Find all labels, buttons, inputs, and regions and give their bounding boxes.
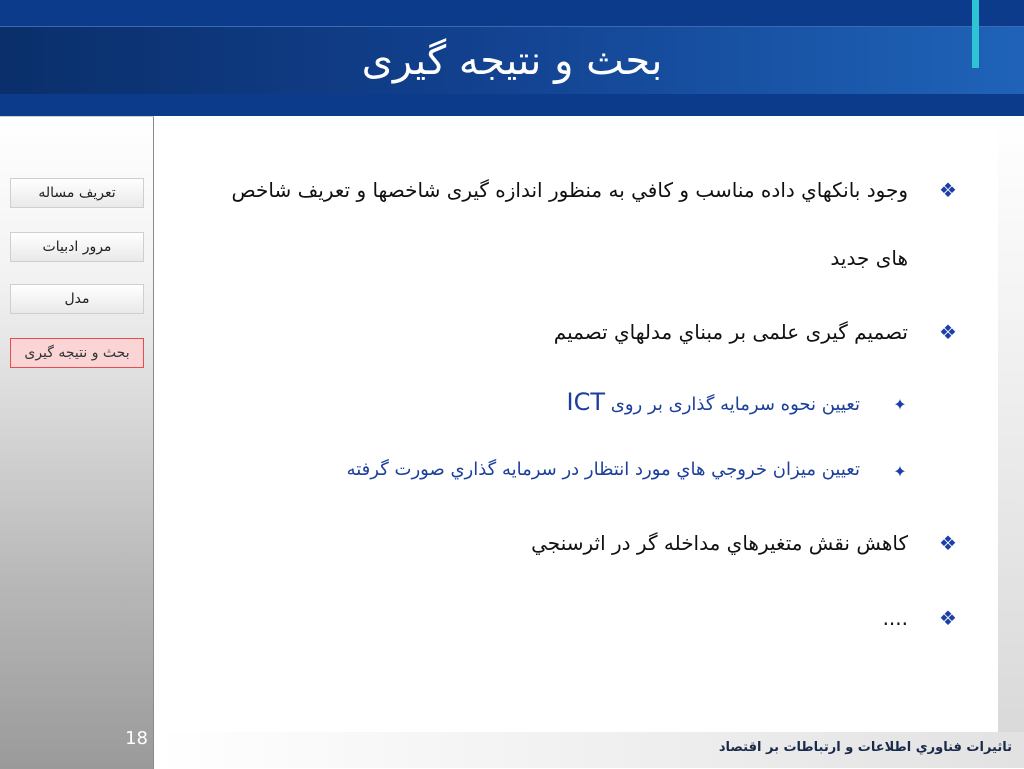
sub-bullet-text: تعيين ميزان خروجي هاي مورد انتظار در سرمايه گذاري صورت گرفته	[346, 459, 860, 480]
bullet-text: ....	[882, 606, 908, 630]
bullet-text: تصميم گيری علمی بر مبناي مدلهاي تصميم	[553, 320, 908, 344]
sub-bullet-marker-icon: ✦	[893, 395, 907, 414]
header-strip	[0, 0, 1024, 26]
slide-content	[170, 150, 970, 710]
bullet-text: كاهش نقش متغيرهاي مداخله گر در اثرسنجي	[531, 531, 908, 555]
sidebar-item-discussion-conclusion[interactable]: بحث و نتیجه گیری	[10, 338, 144, 368]
bullet-text-continuation: های جدید	[830, 246, 908, 270]
sidebar-item-problem-definition[interactable]: تعریف مساله	[10, 178, 144, 208]
bullet-marker-icon: ❖	[939, 178, 957, 202]
bullet-marker-icon: ❖	[939, 531, 957, 555]
sub-bullet-marker-icon: ✦	[893, 462, 907, 481]
sidebar	[0, 116, 154, 769]
footer-title: تاثيرات فناوري اطلاعات و ارتباطات بر اقتصاد	[718, 740, 1012, 755]
slide-title: بحث و نتیجه گیری	[361, 38, 663, 84]
sub-bullet-text	[260, 390, 860, 417]
sidebar-item-model[interactable]: مدل	[10, 284, 144, 314]
title-underline	[0, 94, 1024, 116]
sidebar-item-literature-review[interactable]: مرور ادبیات	[10, 232, 144, 262]
sub-bullet-text-latin: ICT	[566, 388, 606, 416]
bullet-marker-icon: ❖	[939, 606, 957, 630]
sub-bullet-text-persian: تعيين نحوه سرمايه گذاری بر روی	[610, 394, 860, 415]
bullet-marker-icon: ❖	[939, 320, 957, 344]
bullet-text: وجود بانكهاي داده مناسب و كافي به منظور اندازه گيری شاخصها و تعريف شاخص	[231, 178, 908, 202]
slide-number: 18	[125, 728, 148, 749]
footer	[154, 732, 1024, 768]
right-edge-shade	[998, 116, 1024, 736]
